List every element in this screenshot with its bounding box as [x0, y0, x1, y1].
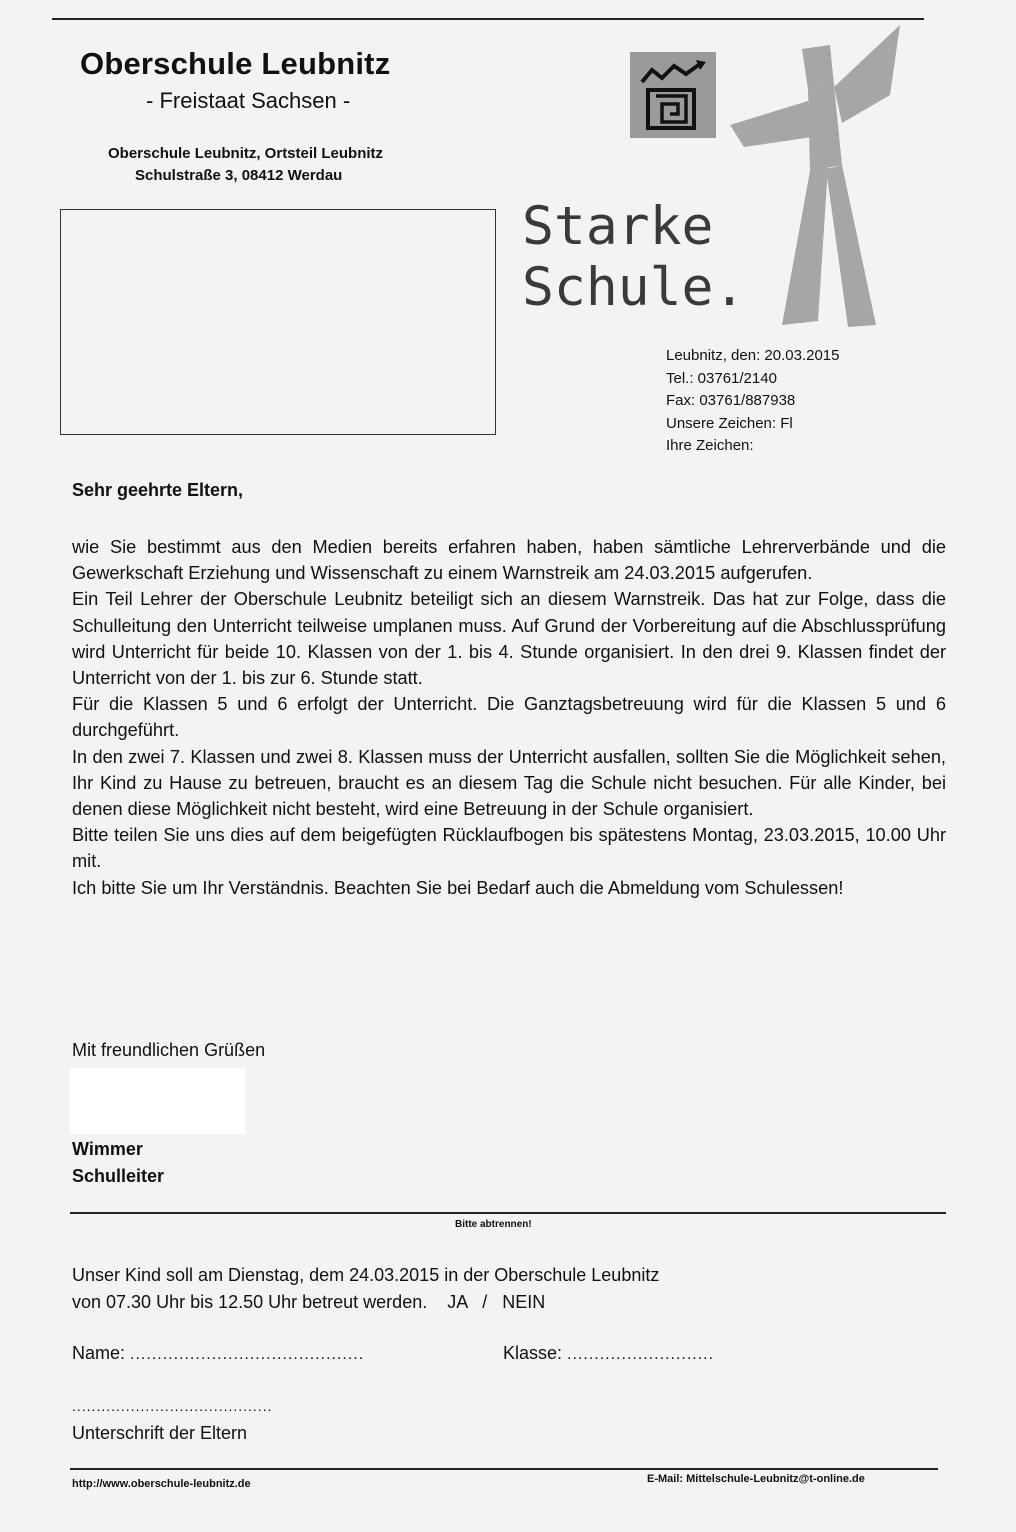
signer-title: Schulleiter — [72, 1166, 165, 1186]
paragraph-3: Für die Klassen 5 und 6 erfolgt der Unterricht. Die Ganztagsbetreuung wird für die Klassen 5 und 6 durchgeführt. — [72, 694, 946, 741]
our-reference: Unsere Zeichen: Fl — [666, 414, 793, 432]
tear-line — [70, 1212, 946, 1214]
letter-body — [72, 534, 946, 901]
footer-rule — [70, 1468, 938, 1470]
yes-no-options[interactable]: JA / NEIN — [447, 1292, 546, 1312]
state-line: - Freistaat Sachsen - — [146, 88, 351, 113]
name-input-line[interactable]: ........................................... — [130, 1346, 365, 1363]
phone-number: Tel.: 03761/2140 — [666, 369, 777, 387]
slogan — [522, 196, 745, 318]
recipient-address-box — [60, 209, 496, 435]
sender-address-line2: Schulstraße 3, 08412 Werdau — [135, 167, 343, 184]
sender-address-line1: Oberschule Leubnitz, Ortsteil Leubnitz — [108, 145, 384, 162]
name-label: Name: — [72, 1343, 126, 1363]
footer-website[interactable]: http://www.oberschule-leubnitz.de — [72, 1478, 251, 1490]
parent-signature-line[interactable]: ......................................... — [72, 1398, 273, 1414]
slip-line2: von 07.30 Uhr bis 12.50 Uhr betreut werden. — [72, 1292, 428, 1312]
school-logo-icon — [630, 52, 716, 138]
tear-label: Bitte abtrennen! — [455, 1219, 532, 1230]
paragraph-2: Ein Teil Lehrer der Oberschule Leubnitz beteiligt sich an diesem Warnstreik. Das hat zur Folge, dass die Schulleitung den Unterricht teilweise umplanen muss. Auf Grund der Vorbereitung auf die Abschlussprüfung wird Unterricht für beide 10. Klassen von der 1. bis 4. Stunde organisiert. In den drei 9. Klassen findet der Unterricht von der 1. bis zur 6. Stunde statt. — [72, 589, 946, 689]
top-rule — [52, 18, 924, 20]
slip-line1: Unser Kind soll am Dienstag, dem 24.03.2015 in der Oberschule Leubnitz — [72, 1265, 660, 1285]
name-field[interactable] — [72, 1343, 364, 1364]
class-input-line[interactable]: ........................... — [567, 1346, 715, 1363]
reply-slip — [72, 1262, 659, 1316]
slogan-line2: Schule. — [522, 257, 746, 318]
paragraph-1: wie Sie bestimmt aus den Medien bereits erfahren haben, haben sämtliche Lehrerverbände und die Gewerkschaft Erziehung und Wissenschaft zu einem Warnstreik am 24.03.2015 aufgerufen. — [72, 537, 946, 584]
slogan-line1: Starke — [522, 196, 714, 257]
letter-meta — [666, 345, 839, 458]
school-name: Oberschule Leubnitz — [80, 46, 391, 81]
slip-line2-row — [72, 1289, 659, 1316]
sender-address — [108, 143, 383, 187]
footer-email[interactable]: E-Mail: Mittelschule-Leubnitz@t-online.de — [647, 1473, 865, 1485]
paragraph-4: In den zwei 7. Klassen und zwei 8. Klassen muss der Unterricht ausfallen, sollten Sie die Möglichkeit sehen, Ihr Kind zu Hause zu betreuen, braucht es an diesem Tag die Schule nicht besuchen. Für alle Kinder, bei denen diese Möglichkeit nicht besteht, wird eine Betreuung in der Schule organisiert. — [72, 746, 946, 820]
parent-signature-label: Unterschrift der Eltern — [72, 1423, 248, 1443]
class-field[interactable] — [503, 1343, 714, 1364]
closing: Mit freundlichen Grüßen — [72, 1040, 266, 1060]
person-figure-icon — [730, 25, 910, 335]
fax-number: Fax: 03761/887938 — [666, 392, 796, 409]
paragraph-6: Ich bitte Sie um Ihr Verständnis. Beachten Sie bei Bedarf auch die Abmeldung vom Schulessen! — [72, 877, 844, 898]
paragraph-5: Bitte teilen Sie uns dies auf dem beigefügten Rücklaufbogen bis spätestens Montag, 23.03.2015, 10.00 Uhr mit. — [72, 825, 946, 872]
class-label: Klasse: — [503, 1343, 563, 1363]
letter-date: Leubnitz, den: 20.03.2015 — [666, 347, 840, 364]
signature-area — [70, 1068, 245, 1134]
signer — [72, 1136, 164, 1190]
your-reference: Ihre Zeichen: — [666, 437, 754, 454]
signer-name: Wimmer — [72, 1139, 143, 1159]
salutation: Sehr geehrte Eltern, — [72, 480, 244, 500]
